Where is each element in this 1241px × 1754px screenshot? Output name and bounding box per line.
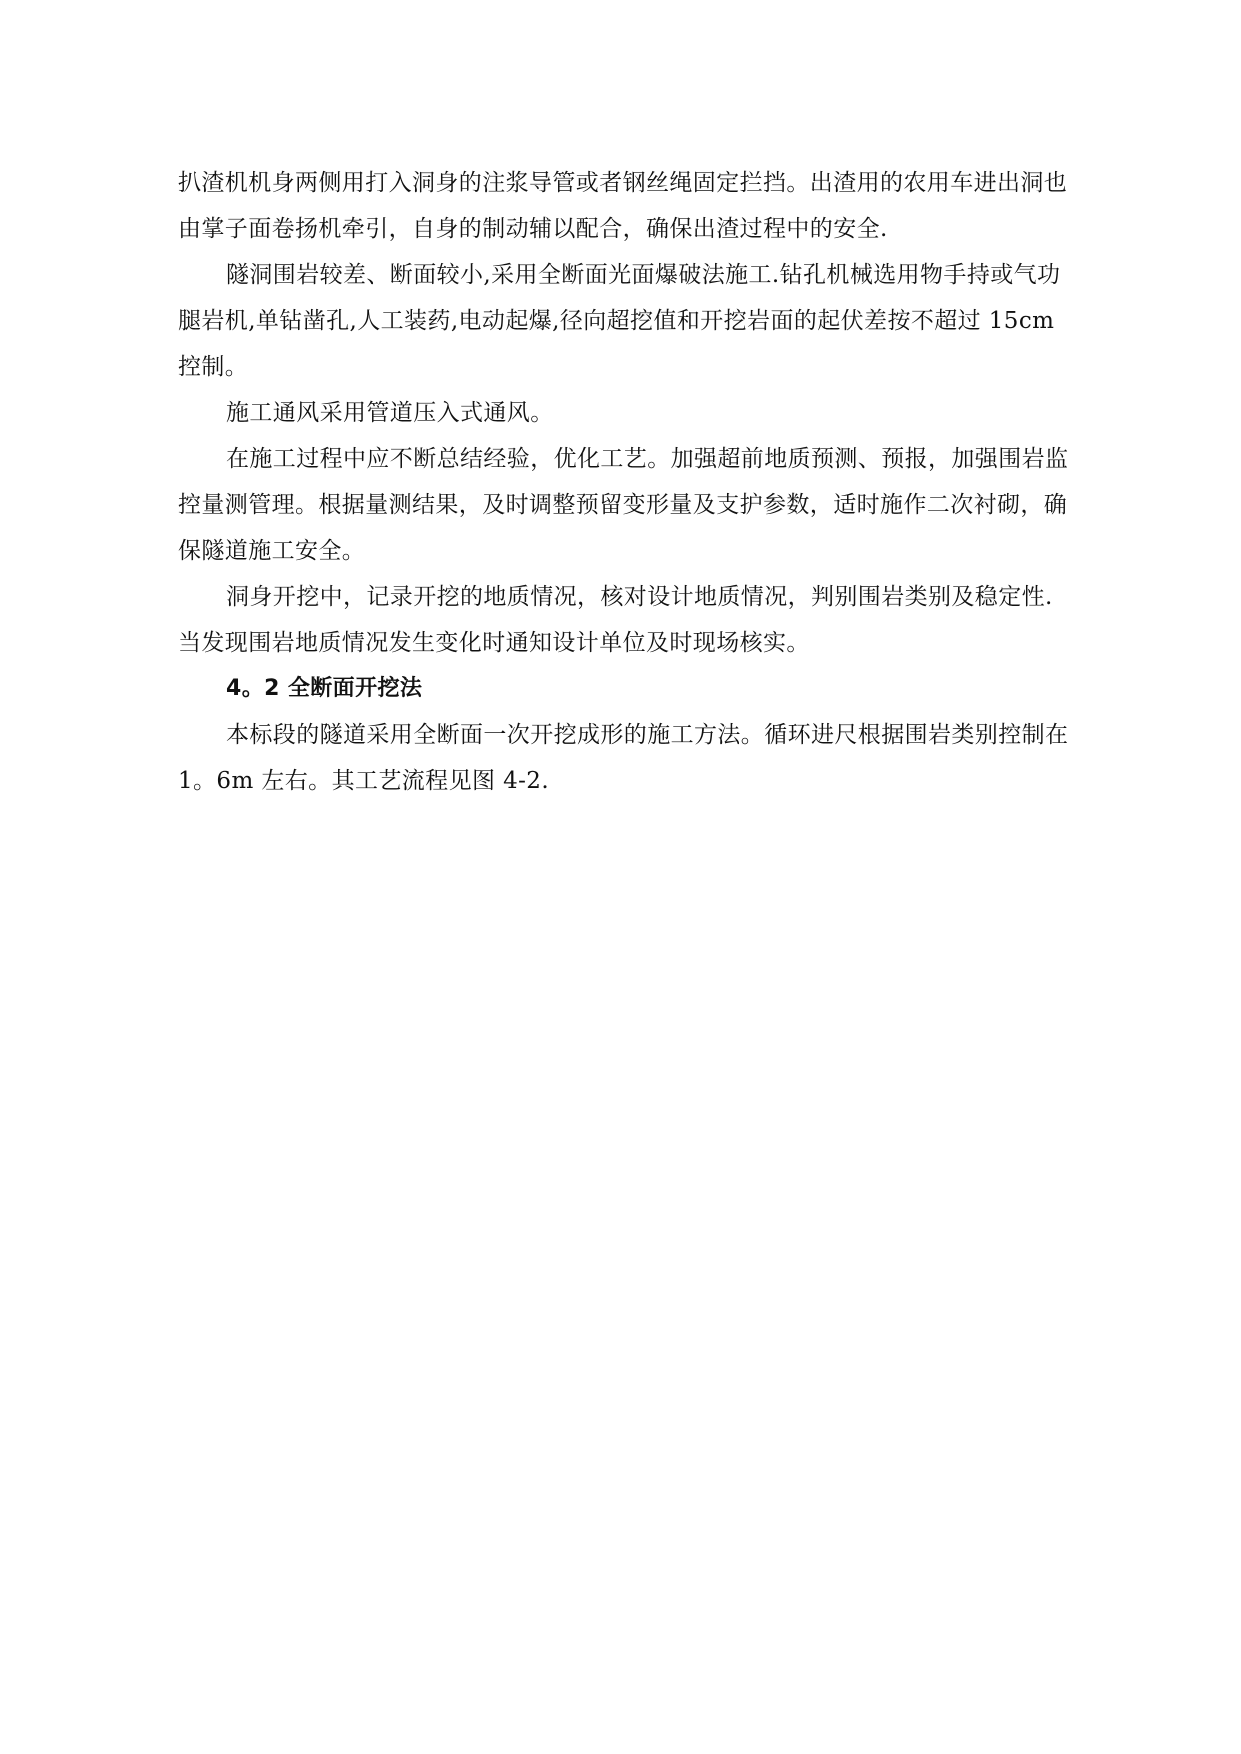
paragraph-line: 控量测管理。根据量测结果，及时调整预留变形量及支护参数，适时施作二次衬砌，确 [178,492,1068,518]
section-heading: 4。2 全断面开挖法 [226,676,423,701]
paragraph-line: 洞身开挖中，记录开挖的地质情况，核对设计地质情况，判别围岩类别及稳定性. [226,584,1053,610]
paragraph-line: 保隧道施工安全。 [178,538,366,564]
document-body [178,160,1118,804]
paragraph-line: 扒渣机机身两侧用打入洞身的注浆导管或者钢丝绳固定拦挡。出渣用的农用车进出洞也 [178,170,1068,196]
paragraph-line: 施工通风采用管道压入式通风。 [226,400,554,426]
paragraph-line: 控制。 [178,354,249,380]
paragraph-line: 1。6m 左右。其工艺流程见图 4-2. [178,768,550,794]
paragraph-line: 当发现围岩地质情况发生变化时通知设计单位及时现场核实。 [178,630,810,656]
paragraph-line: 腿岩机,单钻凿孔,人工装药,电动起爆,径向超挖值和开挖岩面的起伏差按不超过 15cm [178,308,1055,334]
paragraph-line: 在施工过程中应不断总结经验，优化工艺。加强超前地质预测、预报，加强围岩监 [226,446,1069,472]
paragraph-line: 由掌子面卷扬机牵引，自身的制动辅以配合，确保出渣过程中的安全. [178,216,888,242]
paragraph-line: 本标段的隧道采用全断面一次开挖成形的施工方法。循环进尺根据围岩类别控制在 [226,722,1069,748]
paragraph-line: 隧洞围岩较差、断面较小,采用全断面光面爆破法施工.钻孔机械选用物手持或气功 [226,262,1061,288]
